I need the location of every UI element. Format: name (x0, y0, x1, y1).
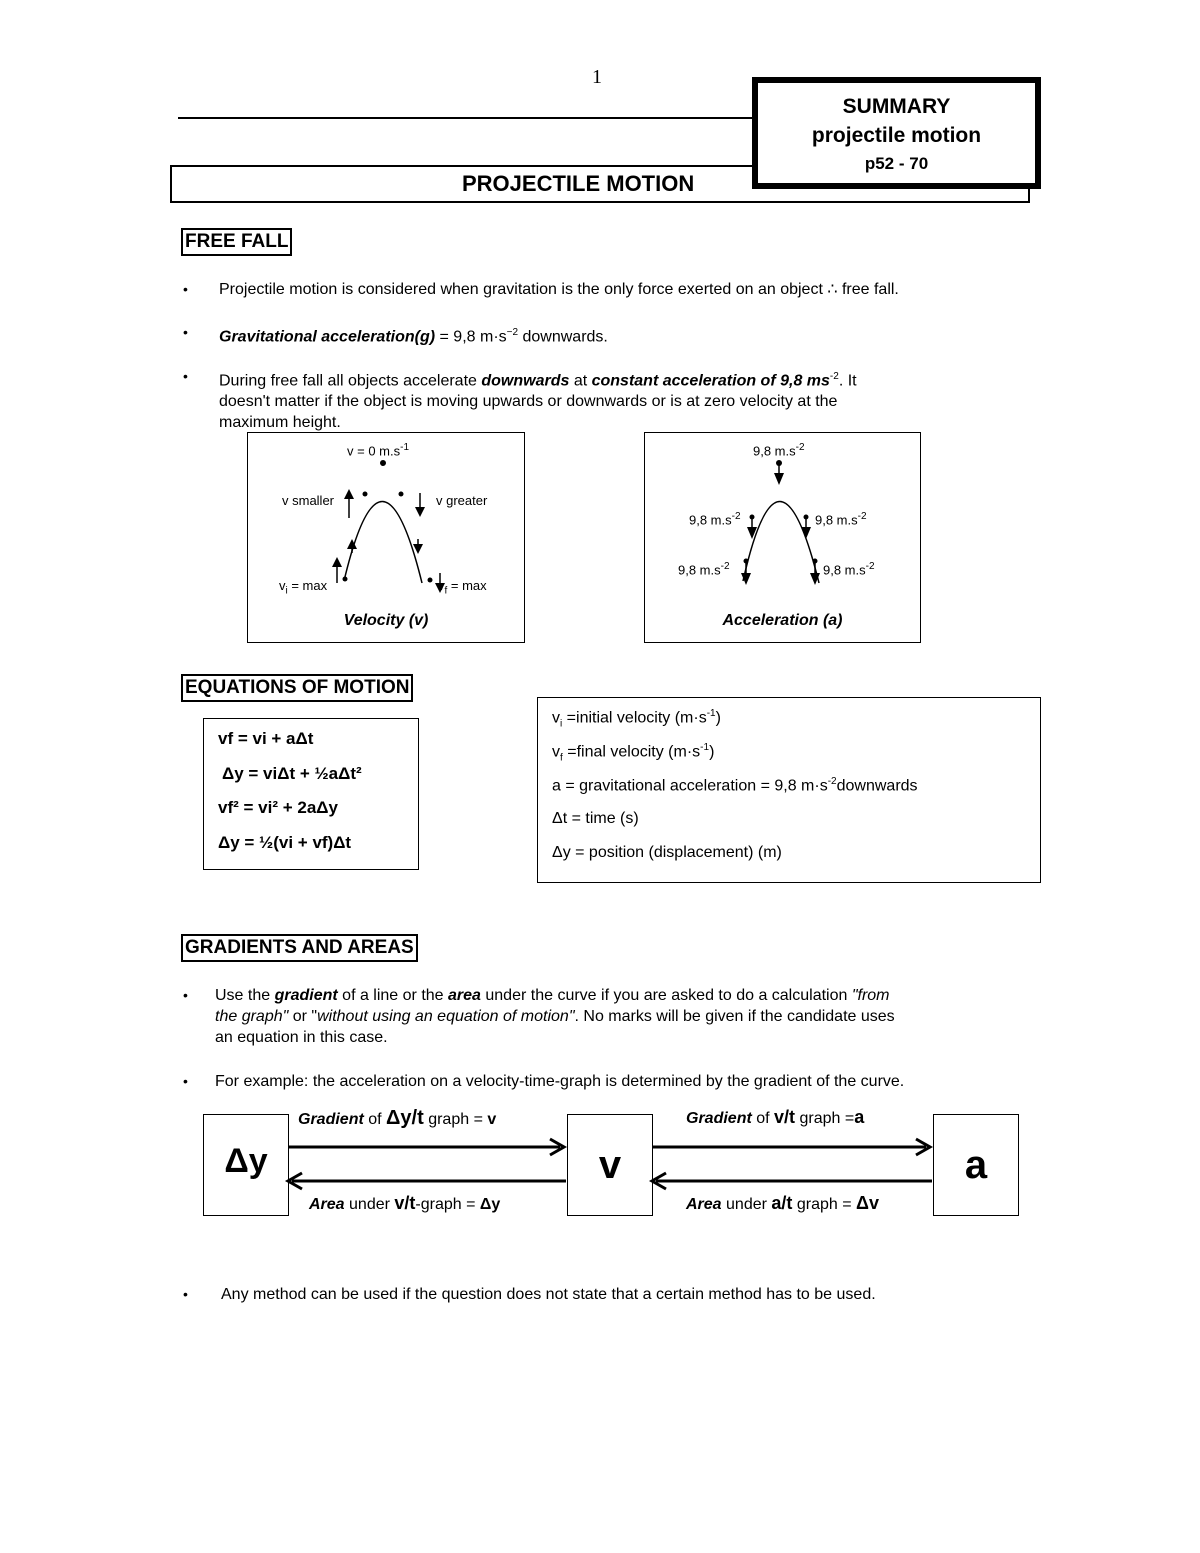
down-arrowhead (741, 573, 751, 585)
header-rule (178, 117, 760, 119)
equation-2: Δy = viΔt + ½aΔt² (222, 764, 362, 783)
vi-max-label: $v_i = \max$ (279, 578, 328, 597)
velocity-box: v (567, 1114, 653, 1216)
acceleration-box: a (933, 1114, 1019, 1216)
area-at-label: Area under a/t graph = Δv (686, 1193, 879, 1213)
equations-box (203, 718, 419, 870)
point-dot (343, 577, 348, 582)
right-arrowhead-1 (550, 1139, 564, 1155)
down-arrowhead (774, 473, 784, 485)
down-arrowhead (801, 527, 811, 539)
point-dot (813, 559, 818, 564)
definitions-box (537, 697, 1041, 883)
definition-vf: $v_f$ =final velocity $(m\cdot s^{-1})$ (552, 742, 715, 764)
gradient-dy-label: Gradient of Δy/t graph = v (298, 1107, 497, 1129)
equation-3: vf² = vi² + 2aΔy (218, 798, 338, 817)
point-dot (804, 515, 809, 520)
point-dot (399, 492, 404, 497)
velocity-diagram (247, 432, 525, 643)
acceleration-caption: Acceleration (a) (722, 612, 843, 629)
bullet-dot: • (183, 368, 188, 384)
point-dot (363, 492, 368, 497)
definition-vi: $v_i$ =initial velocity $(m\cdot s^{-1})$ (552, 708, 721, 730)
bullet-dot: • (183, 1286, 188, 1302)
low-left-acceleration-label: 9,8 $m.s^{-2}$ (678, 561, 730, 578)
velocity-trajectory (248, 433, 524, 642)
vf-max-label: $v_f = \max$ (438, 578, 487, 597)
summary-box (752, 77, 1041, 189)
up-arrowhead (344, 489, 354, 499)
mid-left-acceleration-label: 9,8 $m.s^{-2}$ (689, 511, 741, 528)
summary-topic: projectile motion (811, 124, 982, 147)
v-greater-label: v greater (436, 493, 488, 508)
summary-label: SUMMARY (842, 95, 951, 118)
equations-heading: EQUATIONS OF MOTION (181, 674, 413, 702)
area-vt-label: Area under v/t-graph = Δy (309, 1193, 501, 1213)
definition-dy: Δy = position (displacement) (m) (552, 844, 782, 861)
acceleration-parabola (743, 501, 819, 583)
gradients-heading: GRADIENTS AND AREAS (181, 934, 418, 962)
bullet-dot: • (183, 281, 188, 297)
acceleration-diagram (644, 432, 921, 643)
up-arrowhead (332, 557, 342, 567)
apex-velocity-label: v = 0 $m.s^{-1}$ (347, 442, 410, 459)
page-number: 1 (592, 66, 602, 88)
apex-acceleration-label: 9,8 $m.s^{-2}$ (753, 442, 805, 459)
left-arrowhead-2 (652, 1173, 666, 1189)
point-dot (744, 559, 749, 564)
down-arrowhead (415, 507, 425, 517)
equation-4: Δy = ½(vi + vf)Δt (218, 833, 352, 852)
point-dot (750, 515, 755, 520)
bullet-dot: • (183, 987, 188, 1003)
velocity-parabola (344, 501, 422, 583)
bullet-dot: • (183, 1073, 188, 1089)
velocity-caption: Velocity (v) (343, 612, 429, 629)
v-smaller-label: v smaller (282, 493, 335, 508)
low-right-acceleration-label: 9,8 $m.s^{-2}$ (823, 561, 875, 578)
apex-dot (380, 460, 386, 466)
definition-dt: Δt = time (s) (552, 810, 639, 827)
definition-a: a = gravitational acceleration = 9,8 $m\cdot s^{-2}downwards$ (552, 776, 918, 795)
equation-1: vf = vi + aΔt (218, 729, 314, 748)
down-arrowhead (413, 544, 423, 554)
point-dot (428, 578, 433, 583)
gradient-vt-label: Gradient of v/t graph =a (686, 1107, 865, 1127)
bullet-dot: • (183, 324, 188, 340)
page-title: PROJECTILE MOTION (462, 171, 695, 196)
right-arrowhead-2 (916, 1139, 930, 1155)
acceleration-trajectory (645, 433, 920, 642)
displacement-box: Δy (203, 1114, 289, 1216)
free-fall-heading: FREE FALL (181, 228, 292, 256)
summary-pages: p52 - 70 (864, 154, 929, 173)
mid-right-acceleration-label: 9,8 $m.s^{-2}$ (815, 511, 867, 528)
left-arrowhead-1 (288, 1173, 302, 1189)
